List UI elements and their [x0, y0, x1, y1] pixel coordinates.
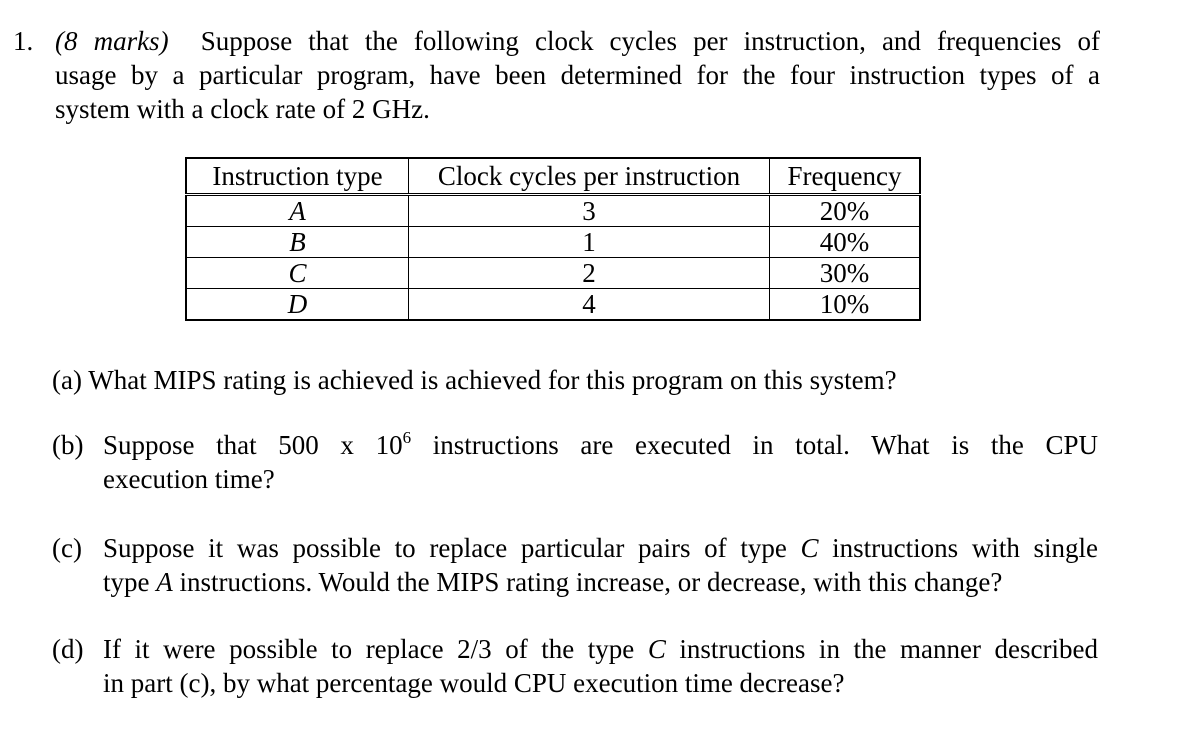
part-b-exponent: 6	[402, 428, 412, 447]
intro-line1-text: Suppose that the following clock cycles per instruction, and frequencies of	[200, 26, 1100, 56]
part-c-line1-pre: Suppose it was possible to replace particular pairs of type	[103, 533, 801, 563]
cell-type: A	[186, 195, 409, 227]
header-instruction-type: Instruction type	[186, 158, 409, 195]
marks-label: (8 marks)	[55, 26, 169, 56]
cell-frequency: 20%	[770, 195, 921, 227]
part-c-line1-post: instructions with single	[818, 533, 1098, 563]
cell-type: C	[186, 258, 409, 289]
part-c-var-c: C	[800, 533, 819, 563]
part-a-text: (a) What MIPS rating is achieved is achieved for this program on this system?	[52, 365, 897, 395]
part-b-line1-post: instructions are executed in total. What is the CPU	[411, 430, 1098, 460]
cell-cpi: 3	[409, 195, 770, 227]
instruction-table	[185, 157, 921, 321]
header-frequency: Frequency	[770, 158, 921, 195]
table-row	[186, 195, 920, 227]
part-d-line1-post: instructions in the manner described	[665, 634, 1098, 664]
cell-type: B	[186, 227, 409, 258]
part-c-line2-post: instructions. Would the MIPS rating increase, or decrease, with this change?	[172, 567, 1003, 597]
part-b-label: (b)	[52, 430, 84, 460]
part-c-line2-pre: type	[103, 567, 157, 597]
part-d-line1	[103, 632, 1098, 666]
table-row	[186, 258, 920, 289]
part-d-line2: in part (c), by what percentage would CPU execution time decrease?	[103, 668, 845, 698]
part-c-line2	[103, 565, 1002, 599]
question-number: 1.	[13, 26, 34, 56]
cell-frequency: 40%	[770, 227, 921, 258]
table-row	[186, 227, 920, 258]
cell-cpi: 4	[409, 289, 770, 321]
part-d-var-c: C	[647, 634, 666, 664]
header-clock-cycles: Clock cycles per instruction	[409, 158, 770, 195]
question-intro-line1	[55, 24, 1100, 58]
part-d-line1-pre: If it were possible to replace 2/3 of the type	[103, 634, 648, 664]
cell-frequency: 10%	[770, 289, 921, 321]
question-intro-line3: system with a clock rate of 2 GHz.	[55, 94, 430, 124]
part-c-line1	[103, 531, 1098, 565]
cell-cpi: 1	[409, 227, 770, 258]
part-b-line1-pre: Suppose that 500 x 10	[103, 430, 403, 460]
cell-cpi: 2	[409, 258, 770, 289]
part-c-var-a: A	[156, 567, 173, 597]
table-row	[186, 289, 920, 321]
part-d-label: (d)	[52, 634, 84, 664]
part-b-line2: execution time?	[103, 464, 275, 494]
cell-frequency: 30%	[770, 258, 921, 289]
part-b-line1	[103, 428, 1098, 462]
cell-type: D	[186, 289, 409, 321]
question-intro-line2: usage by a particular program, have been determined for the four instruction types of a	[55, 60, 1100, 90]
table-header-row	[186, 158, 920, 195]
part-c-label: (c)	[52, 533, 82, 563]
